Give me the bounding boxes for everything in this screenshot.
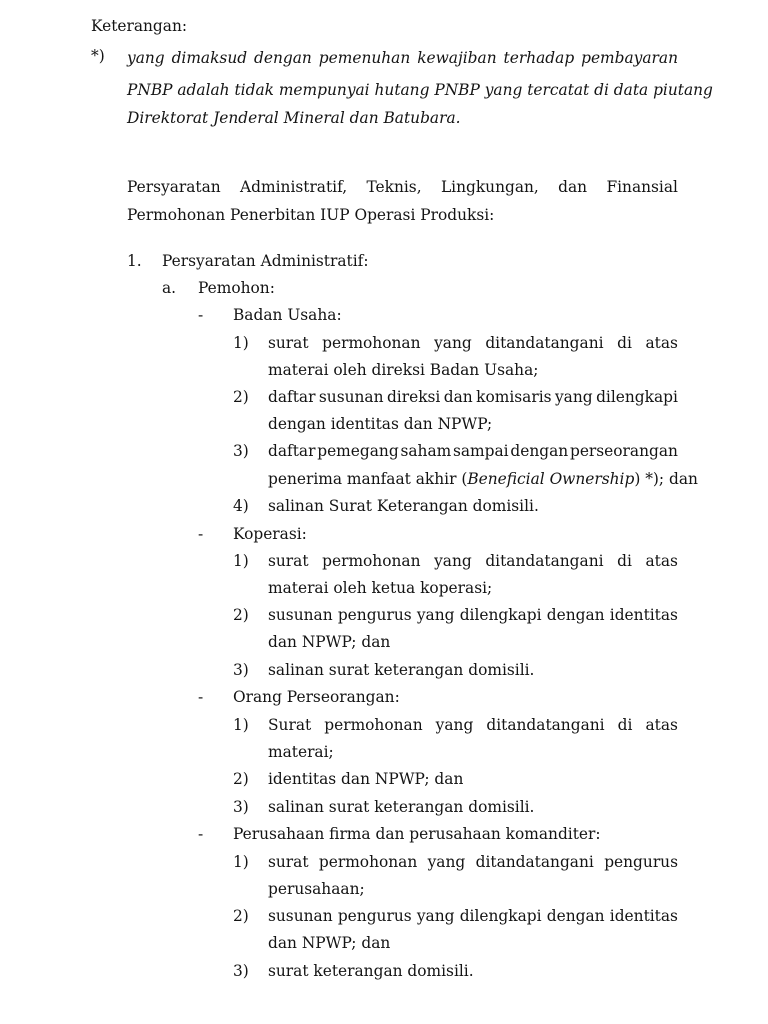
- dash-bullet: -: [198, 525, 204, 543]
- item-line: [268, 469, 698, 489]
- group-title-orang-perseorangan: Orang Perseorangan:: [233, 688, 400, 706]
- item-line: [268, 551, 678, 571]
- word: surat: [268, 334, 309, 352]
- item-line: dan NPWP; dan: [268, 633, 391, 651]
- dash-bullet: -: [198, 825, 204, 843]
- note-line-1: [127, 48, 678, 68]
- word: dengan: [546, 606, 605, 624]
- word: pemenuhan: [318, 49, 411, 67]
- word: di: [617, 552, 632, 570]
- item-number: 2): [233, 606, 249, 624]
- word: atas: [645, 716, 678, 734]
- item-number: 3): [233, 661, 249, 679]
- item-line: [268, 715, 678, 735]
- intro-line-1: [127, 177, 678, 197]
- word: direksi: [386, 388, 441, 406]
- word: permohonan: [324, 716, 423, 734]
- item-line: materai oleh ketua koperasi;: [268, 579, 493, 597]
- item-text: ) *); dan: [634, 470, 698, 488]
- word: di: [617, 334, 632, 352]
- item-line: materai;: [268, 743, 334, 761]
- item-number: 2): [233, 770, 249, 788]
- item-line: surat keterangan domisili.: [268, 962, 474, 980]
- item-number: 3): [233, 798, 249, 816]
- word: dengan: [546, 907, 605, 925]
- word: dan: [443, 388, 473, 406]
- word: dilengkapi: [459, 606, 542, 624]
- word: permohonan: [322, 552, 421, 570]
- word: identitas: [609, 606, 678, 624]
- word: yang: [416, 907, 455, 925]
- word: pengurus: [337, 907, 412, 925]
- intro-line-2: Permohonan Penerbitan IUP Operasi Produksi:: [127, 206, 495, 224]
- item-text-italic: Beneficial Ownership: [467, 470, 635, 488]
- item-line: [268, 441, 678, 461]
- word: perseorangan: [569, 442, 678, 460]
- word: yang: [427, 853, 466, 871]
- word: sampai: [452, 442, 509, 460]
- word: ditandatangani: [475, 853, 594, 871]
- keterangan-heading: Keterangan:: [91, 17, 188, 35]
- item-line: [268, 852, 678, 872]
- word: Finansial: [606, 178, 678, 196]
- word: terhadap: [503, 49, 575, 67]
- word: ditandatangani: [485, 334, 604, 352]
- sub-title-pemohon: Pemohon:: [198, 279, 275, 297]
- word: Administratif,: [240, 178, 348, 196]
- word: permohonan: [318, 853, 418, 871]
- word: yang: [435, 716, 474, 734]
- word: Teknis,: [366, 178, 422, 196]
- word: atas: [645, 334, 678, 352]
- item-number: 1): [233, 716, 249, 734]
- item-line: salinan Surat Keterangan domisili.: [268, 497, 539, 515]
- item-line: salinan surat keterangan domisili.: [268, 798, 535, 816]
- word: susunan: [268, 606, 333, 624]
- word: permohonan: [322, 334, 421, 352]
- item-text: penerima manfaat akhir (: [268, 470, 468, 488]
- word: komisaris: [476, 388, 552, 406]
- note-line-2: PNBP adalah tidak mempunyai hutang PNBP yang tercatat di data piutang: [127, 81, 713, 99]
- word: surat: [268, 552, 309, 570]
- word: identitas: [609, 907, 678, 925]
- group-title-firma: Perusahaan firma dan perusahaan komanditer:: [233, 825, 601, 843]
- item-line: dan NPWP; dan: [268, 934, 391, 952]
- item-line: materai oleh direksi Badan Usaha;: [268, 361, 539, 379]
- item-number: 4): [233, 497, 249, 515]
- word: daftar: [268, 442, 316, 460]
- item-number: 3): [233, 962, 249, 980]
- word: pemegang: [317, 442, 399, 460]
- item-number: 1): [233, 853, 249, 871]
- sub-letter-a: a.: [162, 279, 177, 297]
- word: susunan: [318, 388, 384, 406]
- word: dilengkapi: [596, 388, 678, 406]
- note-line-3: Direktorat Jenderal Mineral dan Batubara.: [127, 109, 461, 127]
- item-number: 1): [233, 334, 249, 352]
- item-line: [268, 906, 678, 926]
- word: dengan: [254, 49, 312, 67]
- item-line: [268, 605, 678, 625]
- word: atas: [645, 552, 678, 570]
- word: yang: [127, 49, 165, 67]
- word: daftar: [268, 388, 316, 406]
- item-line: [268, 333, 678, 353]
- item-line: [268, 387, 678, 407]
- item-number: 2): [233, 907, 249, 925]
- word: surat: [268, 853, 309, 871]
- word: dengan: [510, 442, 569, 460]
- word: pengurus: [604, 853, 678, 871]
- word: dan: [558, 178, 588, 196]
- item-line: salinan surat keterangan domisili.: [268, 661, 535, 679]
- word: saham: [400, 442, 452, 460]
- item-line: perusahaan;: [268, 880, 365, 898]
- group-title-koperasi: Koperasi:: [233, 525, 307, 543]
- item-line: identitas dan NPWP; dan: [268, 770, 464, 788]
- section-number: 1.: [127, 252, 142, 270]
- item-line: dengan identitas dan NPWP;: [268, 415, 493, 433]
- word: yang: [434, 552, 472, 570]
- word: di: [617, 716, 633, 734]
- word: Lingkungan,: [440, 178, 539, 196]
- word: yang: [554, 388, 593, 406]
- word: Surat: [268, 716, 312, 734]
- word: yang: [434, 334, 472, 352]
- word: dilengkapi: [459, 907, 542, 925]
- dash-bullet: -: [198, 306, 204, 324]
- item-number: 2): [233, 388, 249, 406]
- footnote-marker: *): [91, 47, 105, 65]
- word: susunan: [268, 907, 333, 925]
- dash-bullet: -: [198, 688, 204, 706]
- word: ditandatangani: [486, 716, 605, 734]
- word: pembayaran: [581, 49, 678, 67]
- word: ditandatangani: [485, 552, 604, 570]
- item-number: 3): [233, 442, 249, 460]
- word: kewajiban: [417, 49, 497, 67]
- word: pengurus: [337, 606, 412, 624]
- word: Persyaratan: [127, 178, 221, 196]
- group-title-badan-usaha: Badan Usaha:: [233, 306, 342, 324]
- item-number: 1): [233, 552, 249, 570]
- section-title: Persyaratan Administratif:: [162, 252, 369, 270]
- word: yang: [416, 606, 455, 624]
- word: dimaksud: [171, 49, 248, 67]
